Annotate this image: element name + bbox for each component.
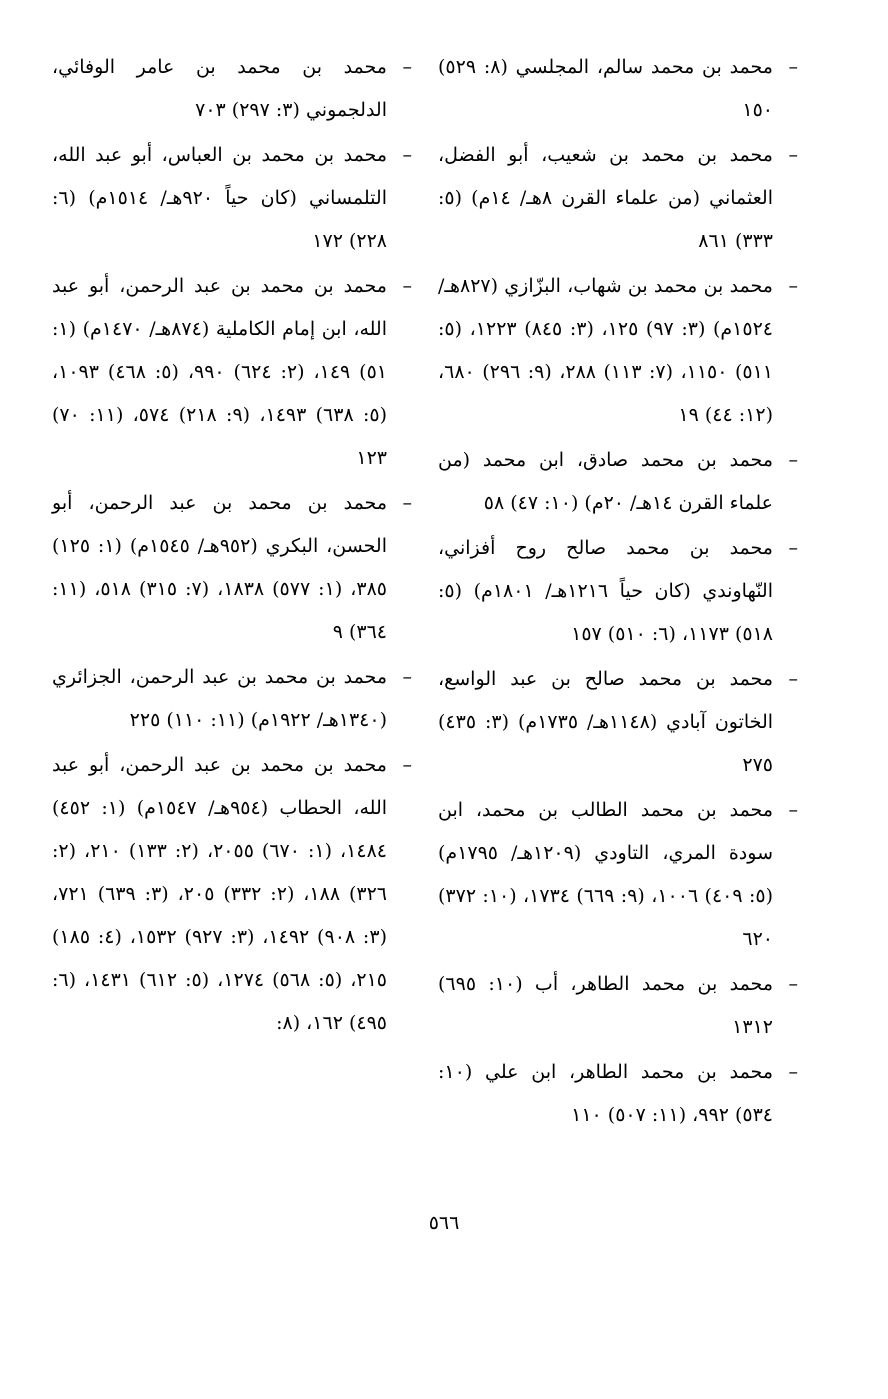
page-number: ٥٦٦ — [428, 1212, 460, 1234]
entry-dash: – — [402, 144, 412, 166]
entry-dash: – — [402, 275, 412, 297]
index-entry — [438, 527, 798, 656]
entry-text: محمد بن محمد بن عبد الرحمن، الجزائري (١٣٤٠هـ/ ١٩٢٢م) (١١: ١١٠) ٢٢٥ — [52, 666, 387, 731]
entry-dash: – — [788, 275, 798, 297]
index-entry — [438, 658, 798, 787]
index-entry — [438, 46, 798, 132]
index-entry — [52, 744, 412, 1045]
entry-text: محمد بن محمد الطاهر، ابن علي (١٠: ٥٣٤) ٩٩٢، (١١: ٥٠٧) ١١٠ — [438, 1061, 773, 1126]
entry-text: محمد بن محمد بن شهاب، البزّازي (٨٢٧هـ/ ١٥٢٤م) (٣: ٩٧) ١٢٥، (٣: ٨٤٥) ١٢٢٣، (٥: ٥١١) ١١٥٠، (٧: ١١٣) ٢٨٨، (٩: ٢٩٦) ٦٨٠، (١٢: ٤٤) ١٩ — [438, 275, 773, 426]
entry-text: محمد بن محمد صادق، ابن محمد (من علماء القرن ١٤هـ/ ٢٠م) (١٠: ٤٧) ٥٨ — [438, 449, 773, 514]
entry-dash: – — [788, 537, 798, 559]
index-entry — [438, 1051, 798, 1137]
index-entry — [52, 656, 412, 742]
entry-dash: – — [788, 799, 798, 821]
entry-text: محمد بن محمد بن شعيب، أبو الفضل، العثماني (من علماء القرن ٨هـ/ ١٤م) (٥: ٣٣٣) ٨٦١ — [438, 144, 773, 252]
right-column — [438, 46, 798, 1139]
index-entry — [438, 963, 798, 1049]
entry-text: محمد بن محمد بن عبد الرحمن، أبو عبد الله، ابن إمام الكاملية (٨٧٤هـ/ ١٤٧٠م) (١: ٥١) ١٤٩، (٢: ٦٢٤) ٩٩٠، (٥: ٤٦٨) ١٠٩٣، (٥: ٦٣٨) ١٤٩٣، (٩: ٢١٨) ٥٧٤، (١١: ٧٠) ١٢٣ — [52, 275, 388, 469]
left-column — [52, 46, 412, 1047]
index-entry — [438, 134, 798, 263]
index-entry — [52, 482, 412, 654]
entry-text: محمد بن محمد بن العباس، أبو عبد الله، التلمساني (كان حياً ٩٢٠هـ/ ١٥١٤م) (٦: ٢٢٨) ١٧٢ — [52, 144, 387, 252]
index-entry — [438, 789, 798, 961]
entry-dash: – — [402, 666, 412, 688]
index-entry — [52, 46, 412, 132]
entry-text: محمد بن محمد صالح بن عبد الواسع، الخاتون آبادي (١١٤٨هـ/ ١٧٣٥م) (٣: ٤٣٥) ٢٧٥ — [438, 668, 774, 776]
entry-text: محمد بن محمد صالح روح أفزاني، النّهاوندي (كان حياً ١٢١٦هـ/ ١٨٠١م) (٥: ٥١٨) ١١٧٣، (٦: ٥١٠) ١٥٧ — [438, 537, 773, 645]
index-entry — [52, 265, 412, 480]
entry-dash: – — [402, 754, 412, 776]
entry-dash: – — [402, 56, 412, 78]
entry-dash: – — [788, 973, 798, 995]
index-entry — [438, 265, 798, 437]
entry-text: محمد بن محمد بن عبد الرحمن، أبو عبد الله، الحطاب (٩٥٤هـ/ ١٥٤٧م) (١: ٤٥٢) ١٤٨٤، (١: ٦٧٠) ٢٠٥٥، (٢: ١٣٣) ٢١٠، (٢: ٣٢٦) ١٨٨، (٢: ٣٣٢) ٢٠٥، (٣: ٦٣٩) ٧٢١، (٣: ٩٠٨) ١٤٩٢، (٣: ٩٢٧) ١٥٣٢، (٤: ١٨٥) ٢١٥، (٥: ٥٦٨) ١٢٧٤، (٥: ٦١٢) ١٤٣١، (٦: ٤٩٥) ١٦٢، (٨: — [52, 754, 388, 1034]
entry-dash: – — [788, 668, 798, 690]
entry-dash: – — [402, 492, 412, 514]
entry-dash: – — [788, 144, 798, 166]
entry-text: محمد بن محمد سالم، المجلسي (٨: ٥٢٩) ١٥٠ — [438, 56, 773, 121]
entry-text: محمد بن محمد الطاهر، أب (١٠: ٦٩٥) ١٣١٢ — [438, 973, 774, 1038]
entry-dash: – — [788, 449, 798, 471]
entry-dash: – — [788, 1061, 798, 1083]
entry-text: محمد بن محمد بن عامر الوفائي، الدلجموني (٣: ٢٩٧) ٧٠٣ — [52, 56, 387, 121]
index-entry — [438, 439, 798, 525]
entry-text: محمد بن محمد بن عبد الرحمن، أبو الحسن، البكري (٩٥٢هـ/ ١٥٤٥م) (١: ١٢٥) ٣٨٥، (١: ٥٧٧) ١٨٣٨، (٧: ٣١٥) ٥١٨، (١١: ٣٦٤) ٩ — [52, 492, 387, 643]
index-entry — [52, 134, 412, 263]
entry-dash: – — [788, 56, 798, 78]
entry-text: محمد بن محمد الطالب بن محمد، ابن سودة المري، التاودي (١٢٠٩هـ/ ١٧٩٥م) (٥: ٤٠٩) ١٠٠٦، (٩: ٦٦٩) ١٧٣٤، (١٠: ٣٧٢) ٦٢٠ — [438, 799, 774, 950]
